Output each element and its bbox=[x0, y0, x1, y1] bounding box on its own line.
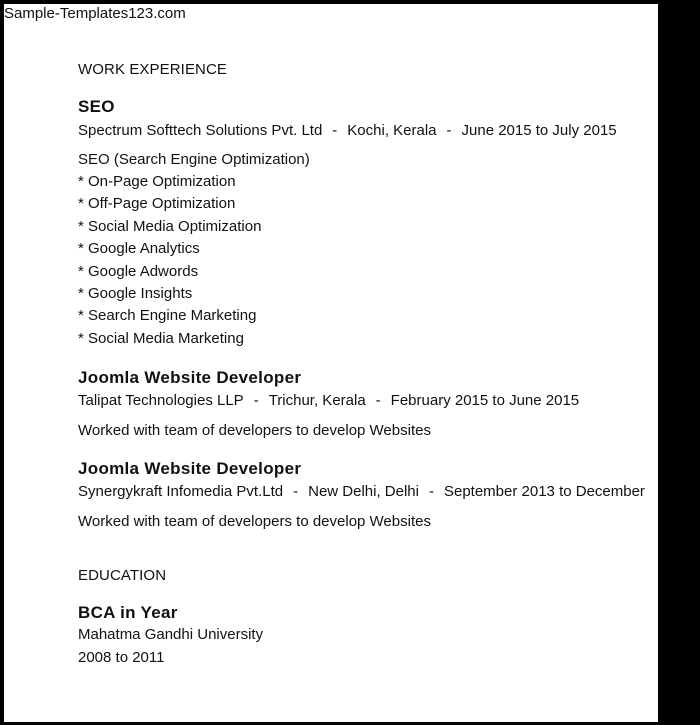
job-company: Spectrum Softtech Solutions Pvt. Ltd bbox=[78, 122, 323, 139]
meta-separator: - bbox=[293, 483, 299, 500]
meta-separator: - bbox=[375, 392, 381, 409]
job-summary-seo: SEO (Search Engine Optimization) bbox=[78, 151, 310, 168]
job-summary-joomla-2: Worked with team of developers to develop Websites bbox=[78, 513, 431, 530]
job-dates: February 2015 to June 2015 bbox=[390, 392, 580, 409]
list-item: * Social Media Marketing bbox=[78, 329, 244, 347]
institution-name: Mahatma Gandhi University bbox=[78, 626, 264, 643]
list-item: * Search Engine Marketing bbox=[78, 307, 257, 325]
degree-title: BCA in Year bbox=[78, 603, 178, 622]
education-years: 2008 to 2011 bbox=[78, 649, 165, 666]
meta-separator: - bbox=[253, 392, 259, 409]
job-meta-seo bbox=[78, 122, 617, 139]
watermark: Sample-Templates123.com bbox=[4, 5, 186, 22]
job-meta-joomla-1 bbox=[78, 392, 579, 409]
meta-separator: - bbox=[332, 122, 338, 139]
meta-separator: - bbox=[428, 483, 434, 500]
list-item: * Google Insights bbox=[78, 284, 193, 302]
job-title-joomla-1: Joomla Website Developer bbox=[78, 368, 302, 387]
job-location: New Delhi, Delhi bbox=[308, 483, 419, 500]
list-item: * Google Adwords bbox=[78, 262, 199, 280]
list-item: * On-Page Optimization bbox=[78, 173, 236, 190]
job-dates: September 2013 to December bbox=[443, 483, 645, 500]
education-heading: EDUCATION bbox=[78, 567, 167, 584]
seo-skill-list bbox=[78, 171, 261, 350]
job-title-joomla-2: Joomla Website Developer bbox=[78, 459, 302, 478]
job-location: Trichur, Kerala bbox=[268, 392, 366, 409]
job-title-seo: SEO bbox=[78, 97, 115, 116]
job-dates: June 2015 to July 2015 bbox=[461, 122, 617, 139]
meta-separator: - bbox=[446, 122, 452, 139]
job-location: Kochi, Kerala bbox=[347, 122, 437, 139]
resume-page bbox=[4, 4, 658, 722]
list-item: * Google Analytics bbox=[78, 240, 200, 258]
job-summary-joomla-1: Worked with team of developers to develop Websites bbox=[78, 422, 431, 439]
list-item: * Social Media Optimization bbox=[78, 217, 262, 235]
job-company: Synergykraft Infomedia Pvt.Ltd bbox=[78, 483, 284, 500]
job-meta-joomla-2 bbox=[78, 483, 645, 500]
list-item: * Off-Page Optimization bbox=[78, 195, 236, 213]
job-company: Talipat Technologies LLP bbox=[78, 392, 244, 409]
work-experience-heading: WORK EXPERIENCE bbox=[78, 61, 228, 78]
